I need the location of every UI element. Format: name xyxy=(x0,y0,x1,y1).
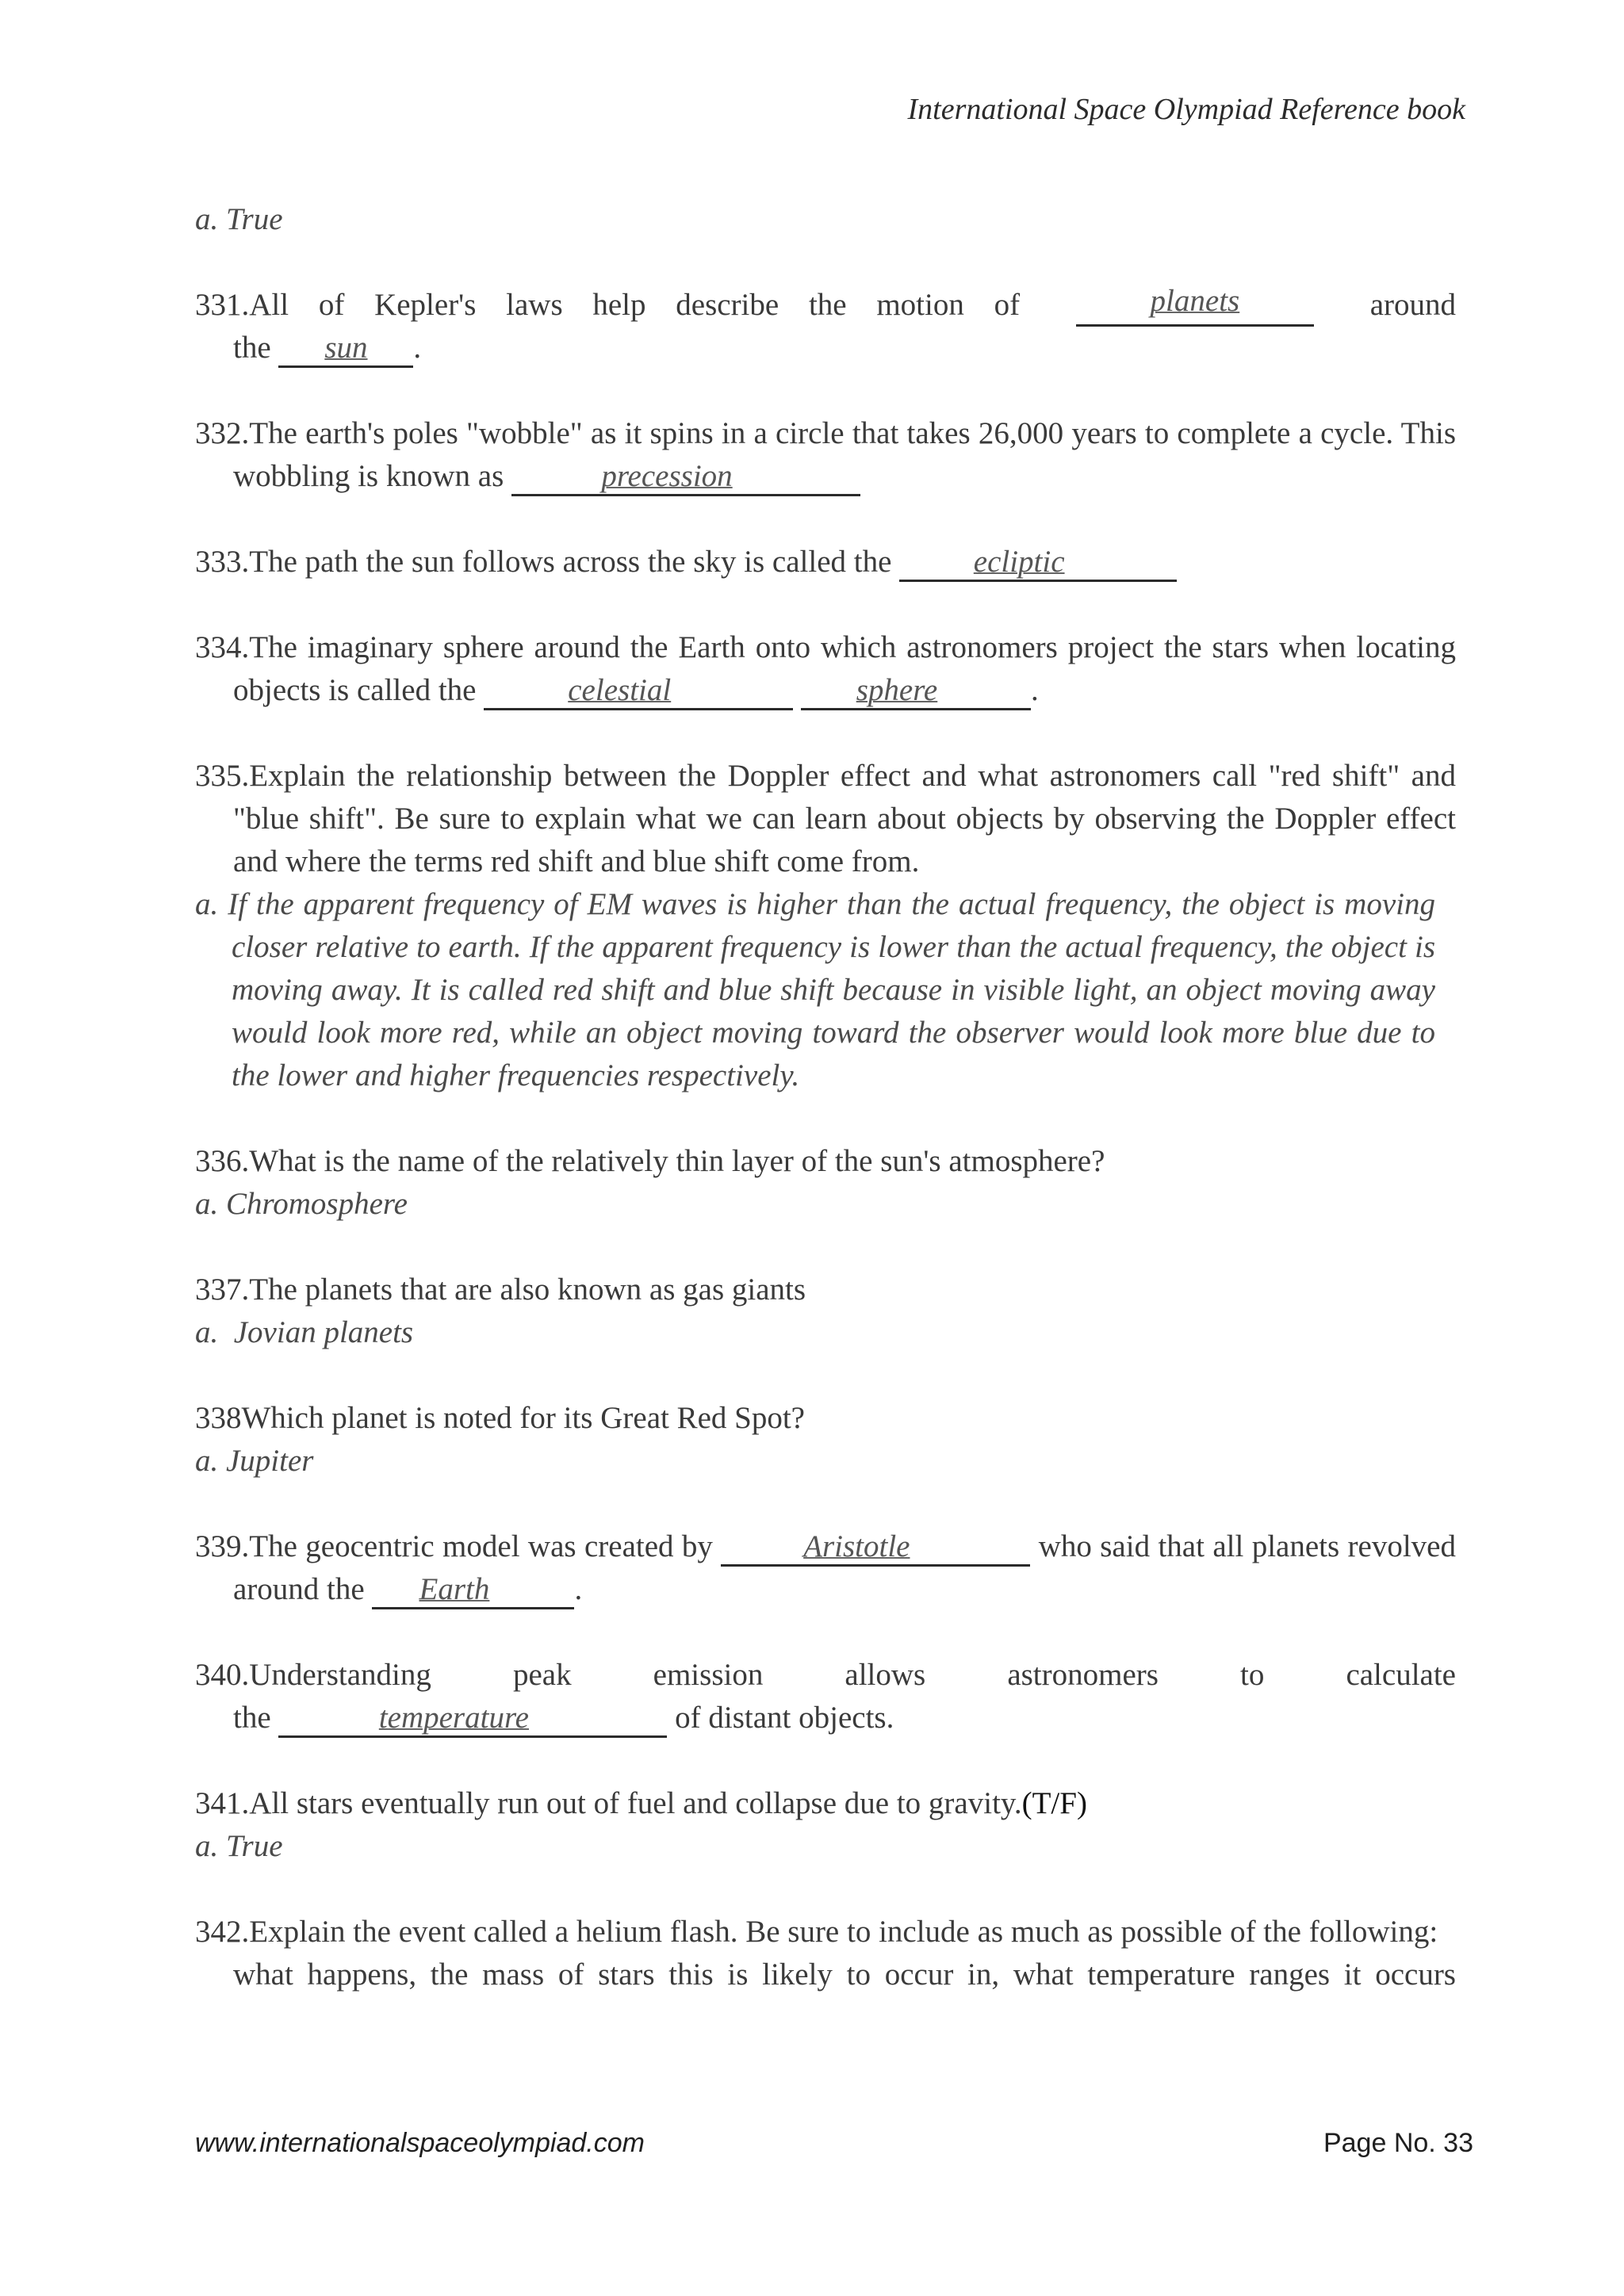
question-number: 339. xyxy=(195,1529,250,1563)
question-text: The planets that are also known as gas giants xyxy=(249,1272,806,1307)
question-336 xyxy=(195,1140,1456,1183)
question-text: All stars eventually run out of fuel and collapse due to gravity. xyxy=(249,1786,1022,1820)
question-number: 337. xyxy=(195,1272,250,1307)
question-list xyxy=(195,198,1456,1996)
question-text: who said that all planets revolved around the xyxy=(233,1529,1456,1606)
page-number: Page No. 33 xyxy=(1323,2128,1473,2158)
answer-336: a. Chromosphere xyxy=(195,1187,408,1221)
question-number: 334. xyxy=(195,630,250,664)
question-number: 331. xyxy=(195,288,250,322)
question-text: All of Kepler's laws help describe the motion of xyxy=(249,288,1021,322)
answer-330: a. True xyxy=(195,202,283,236)
answer-blank: precession xyxy=(511,459,860,496)
question-342 xyxy=(195,1911,1456,1996)
question-334: 334.The imaginary sphere around the Earth onto which astronomers project the stars when locating objects is called the celestial sphere . xyxy=(195,626,1456,712)
question-335 xyxy=(195,755,1456,883)
question-332 xyxy=(195,412,1456,498)
question-text: The earth's poles "wobble" as it spins in a circle that takes 26,000 years to complete a cycle. This wobbling is known as xyxy=(233,416,1456,493)
question-number: 342. xyxy=(195,1915,250,1949)
answer-blank: planets xyxy=(1076,284,1314,327)
answer-blank: Aristotle xyxy=(721,1529,1030,1567)
question-number: 332. xyxy=(195,416,250,450)
question-339: 339.The geocentric model was created by Aristotle who said that all planets revolved around the Earth . xyxy=(195,1525,1456,1611)
question-text: What is the name of the relatively thin layer of the sun's atmosphere? xyxy=(249,1144,1105,1178)
answer-blank: sphere xyxy=(801,673,1031,710)
footer-url: www.internationalspaceolympiad.com xyxy=(195,2128,645,2158)
question-number: 333. xyxy=(195,545,250,579)
question-number: 338 xyxy=(195,1401,242,1435)
answer-blank: temperature xyxy=(278,1701,667,1738)
answer-blank: ecliptic xyxy=(899,545,1177,582)
question-number: 336. xyxy=(195,1144,250,1178)
answer-blank: Earth xyxy=(372,1572,574,1609)
question-text: Which planet is noted for its Great Red Spot? xyxy=(241,1401,805,1435)
question-text: Understanding peak emission allows astronomers to calculate the xyxy=(233,1658,1456,1735)
question-text: of distant objects. xyxy=(675,1701,894,1735)
question-340 xyxy=(195,1654,1456,1739)
page-footer xyxy=(195,2128,1473,2159)
running-header: International Space Olympiad Reference book xyxy=(907,93,1465,126)
question-341 xyxy=(195,1782,1456,1825)
question-number: 341. xyxy=(195,1786,250,1820)
question-text: The path the sun follows across the sky is called the xyxy=(249,545,892,579)
question-text: Explain the relationship between the Doppler effect and what astronomers call "red shift" and "blue shift". Be sure to explain what we can learn about objects by observing the Doppler effect and where the terms red shift and blue shift come from. xyxy=(233,759,1456,878)
answer-blank: celestial xyxy=(484,673,793,710)
question-333 xyxy=(195,541,1456,584)
question-number: 335. xyxy=(195,759,250,793)
question-331: 331.All of Kepler's laws help describe the motion of planets around the sun . xyxy=(195,284,1456,369)
question-text: The geocentric model was created by xyxy=(249,1529,713,1563)
question-text: Explain the event called a helium flash. Be sure to include as much as possible of the following: xyxy=(249,1915,1438,1949)
question-number: 340. xyxy=(195,1658,250,1692)
question-337 xyxy=(195,1269,1456,1311)
answer-337: a. Jovian planets xyxy=(195,1315,414,1349)
true-false-marker: (T/F) xyxy=(1021,1786,1087,1820)
answer-338: a. Jupiter xyxy=(195,1444,314,1478)
question-text-continued: what happens, the mass of stars this is likely to occur in, what temperature ranges it occurs xyxy=(233,1957,1456,1992)
answer-341: a. True xyxy=(195,1829,283,1863)
answer-335: a. If the apparent frequency of EM waves is higher than the actual frequency, the object is moving closer relative to earth. If the apparent frequency is lower than the actual frequency, the object is moving away. It is called red shift and blue shift because in visible light, an object moving away would look more red, while an object moving toward the observer would look more blue due to the lower and higher frequencies respectively. xyxy=(195,887,1435,1093)
answer-blank: sun xyxy=(278,331,413,368)
question-338 xyxy=(195,1397,1456,1440)
question-text: The imaginary sphere around the Earth onto which astronomers project the stars when locating objects is called the xyxy=(233,630,1456,707)
